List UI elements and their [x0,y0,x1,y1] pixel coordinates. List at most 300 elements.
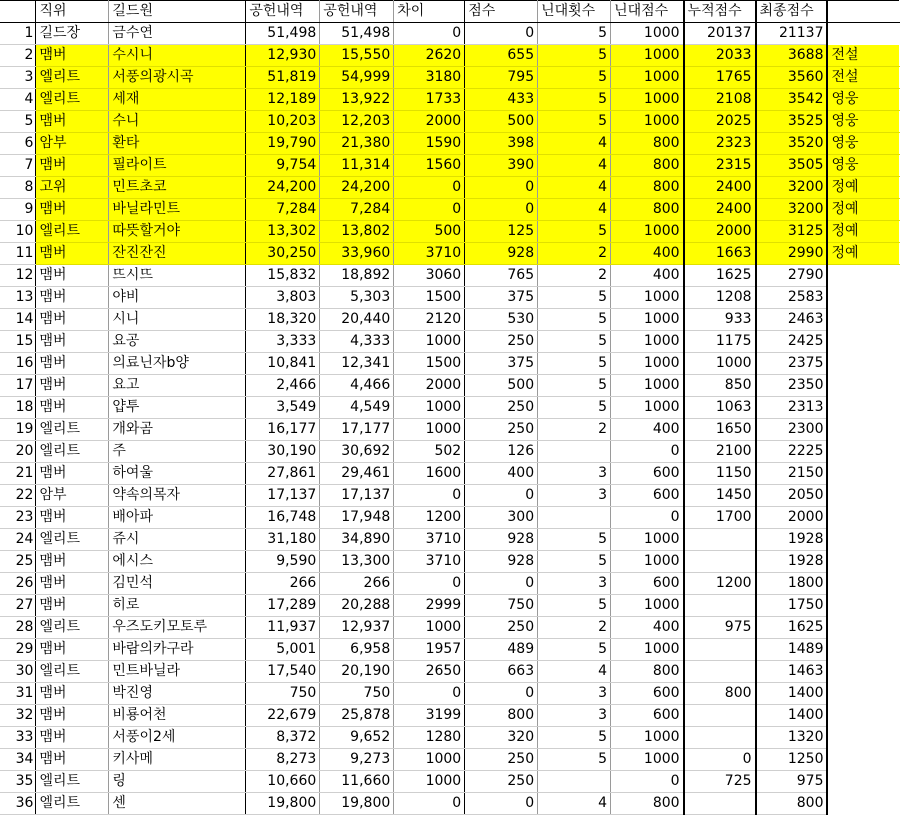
cell-raid-count[interactable]: 5 [538,639,611,661]
cell-contribution-2[interactable]: 25,878 [320,705,394,727]
cell-raid-count[interactable]: 2 [538,243,611,265]
cell-score[interactable]: 928 [465,243,538,265]
cell-raid-count[interactable]: 5 [538,67,611,89]
cell-raid-score[interactable]: 1000 [611,221,684,243]
row-number-header[interactable] [0,1,36,23]
cell-final-score[interactable]: 975 [756,771,828,793]
cell-final-score[interactable]: 1928 [756,551,828,573]
cell-raid-score[interactable]: 1000 [611,331,684,353]
cell-contribution-1[interactable]: 3,333 [246,331,320,353]
cell-contribution-1[interactable]: 15,832 [246,265,320,287]
cell-raid-count[interactable]: 2 [538,617,611,639]
cell-raid-count[interactable]: 4 [538,177,611,199]
cell-member-name[interactable]: 시니 [109,309,246,331]
cell-grade[interactable] [827,639,899,661]
cell-accumulated-score[interactable]: 725 [684,771,756,793]
cell-raid-score[interactable]: 1000 [611,529,684,551]
cell-accumulated-score[interactable]: 800 [684,683,756,705]
cell-position[interactable]: 맴버 [36,551,109,573]
cell-accumulated-score[interactable] [684,705,756,727]
cell-contribution-2[interactable]: 17,177 [320,419,394,441]
cell-difference[interactable]: 3710 [394,243,465,265]
cell-contribution-1[interactable]: 19,790 [246,133,320,155]
row-number[interactable]: 14 [0,309,36,331]
cell-contribution-1[interactable]: 10,841 [246,353,320,375]
cell-contribution-1[interactable]: 8,372 [246,727,320,749]
cell-contribution-1[interactable]: 9,754 [246,155,320,177]
cell-raid-count[interactable] [538,771,611,793]
cell-grade[interactable] [827,375,899,397]
cell-final-score[interactable]: 1750 [756,595,828,617]
cell-raid-score[interactable]: 0 [611,507,684,529]
cell-position[interactable]: 맴버 [36,111,109,133]
cell-grade[interactable] [827,749,899,771]
row-number[interactable]: 11 [0,243,36,265]
cell-member-name[interactable]: 민트초코 [109,177,246,199]
cell-score[interactable]: 375 [465,353,538,375]
cell-accumulated-score[interactable] [684,529,756,551]
cell-raid-score[interactable]: 1000 [611,375,684,397]
cell-difference[interactable]: 3060 [394,265,465,287]
cell-contribution-2[interactable]: 750 [320,683,394,705]
cell-raid-count[interactable]: 5 [538,375,611,397]
row-number[interactable]: 29 [0,639,36,661]
cell-grade[interactable] [827,551,899,573]
cell-position[interactable]: 엘리트 [36,529,109,551]
cell-difference[interactable]: 0 [394,177,465,199]
cell-grade[interactable] [827,683,899,705]
cell-accumulated-score[interactable]: 1650 [684,419,756,441]
cell-member-name[interactable]: 수시니 [109,45,246,67]
cell-difference[interactable]: 1590 [394,133,465,155]
cell-difference[interactable]: 0 [394,485,465,507]
cell-contribution-1[interactable]: 19,800 [246,793,320,815]
cell-position[interactable]: 엘리트 [36,67,109,89]
cell-member-name[interactable]: 금수연 [109,23,246,45]
cell-score[interactable]: 250 [465,617,538,639]
cell-raid-score[interactable]: 0 [611,441,684,463]
cell-raid-count[interactable]: 4 [538,793,611,815]
cell-grade[interactable] [827,573,899,595]
cell-position[interactable]: 맴버 [36,463,109,485]
cell-difference[interactable]: 1000 [394,771,465,793]
cell-raid-score[interactable]: 1000 [611,67,684,89]
cell-position[interactable]: 맴버 [36,45,109,67]
cell-score[interactable]: 390 [465,155,538,177]
cell-grade[interactable] [827,617,899,639]
cell-accumulated-score[interactable] [684,793,756,815]
cell-contribution-1[interactable]: 3,549 [246,397,320,419]
cell-final-score[interactable]: 3688 [756,45,828,67]
cell-member-name[interactable]: 서풍이2세 [109,727,246,749]
cell-score[interactable]: 530 [465,309,538,331]
cell-position[interactable]: 엘리트 [36,89,109,111]
cell-difference[interactable]: 2000 [394,375,465,397]
cell-raid-count[interactable]: 4 [538,133,611,155]
cell-score[interactable]: 765 [465,265,538,287]
cell-contribution-1[interactable]: 16,177 [246,419,320,441]
cell-contribution-2[interactable]: 29,461 [320,463,394,485]
cell-difference[interactable]: 1500 [394,353,465,375]
cell-score[interactable]: 125 [465,221,538,243]
cell-contribution-1[interactable]: 10,203 [246,111,320,133]
cell-score[interactable]: 0 [465,793,538,815]
cell-position[interactable]: 맴버 [36,155,109,177]
cell-grade[interactable] [827,331,899,353]
cell-member-name[interactable]: 요고 [109,375,246,397]
cell-contribution-2[interactable]: 15,550 [320,45,394,67]
row-number[interactable]: 24 [0,529,36,551]
cell-final-score[interactable]: 1400 [756,683,828,705]
cell-contribution-2[interactable]: 5,303 [320,287,394,309]
cell-accumulated-score[interactable]: 2400 [684,177,756,199]
cell-difference[interactable]: 500 [394,221,465,243]
cell-raid-count[interactable]: 5 [538,287,611,309]
cell-contribution-2[interactable]: 4,333 [320,331,394,353]
cell-contribution-2[interactable]: 20,190 [320,661,394,683]
cell-grade[interactable]: 전설 [827,45,899,67]
cell-member-name[interactable]: 야비 [109,287,246,309]
header-final-score[interactable]: 최종점수 [756,1,828,23]
cell-final-score[interactable]: 2375 [756,353,828,375]
cell-position[interactable]: 맴버 [36,749,109,771]
cell-raid-count[interactable]: 5 [538,749,611,771]
cell-raid-count[interactable]: 5 [538,529,611,551]
row-number[interactable]: 34 [0,749,36,771]
cell-member-name[interactable]: 약속의목자 [109,485,246,507]
cell-raid-count[interactable]: 5 [538,89,611,111]
cell-raid-count[interactable]: 4 [538,199,611,221]
cell-raid-score[interactable]: 600 [611,683,684,705]
cell-contribution-1[interactable]: 27,861 [246,463,320,485]
cell-position[interactable]: 엘리트 [36,661,109,683]
cell-contribution-2[interactable]: 7,284 [320,199,394,221]
cell-contribution-1[interactable]: 18,320 [246,309,320,331]
cell-raid-count[interactable]: 3 [538,705,611,727]
row-number[interactable]: 35 [0,771,36,793]
cell-contribution-2[interactable]: 24,200 [320,177,394,199]
cell-grade[interactable]: 영웅 [827,111,899,133]
cell-raid-score[interactable]: 1000 [611,287,684,309]
cell-contribution-1[interactable]: 750 [246,683,320,705]
cell-score[interactable]: 795 [465,67,538,89]
row-number[interactable]: 15 [0,331,36,353]
cell-raid-score[interactable]: 1000 [611,749,684,771]
cell-difference[interactable]: 1560 [394,155,465,177]
cell-score[interactable]: 489 [465,639,538,661]
cell-raid-score[interactable]: 400 [611,243,684,265]
cell-raid-count[interactable]: 5 [538,111,611,133]
cell-raid-score[interactable]: 600 [611,573,684,595]
cell-contribution-1[interactable]: 11,937 [246,617,320,639]
cell-grade[interactable] [827,419,899,441]
cell-position[interactable]: 맴버 [36,375,109,397]
cell-grade[interactable]: 정예 [827,221,899,243]
cell-position[interactable]: 암부 [36,485,109,507]
row-number[interactable]: 20 [0,441,36,463]
cell-grade[interactable] [827,463,899,485]
cell-contribution-2[interactable]: 12,341 [320,353,394,375]
cell-member-name[interactable]: 히로 [109,595,246,617]
cell-contribution-1[interactable]: 30,250 [246,243,320,265]
row-number[interactable]: 8 [0,177,36,199]
cell-accumulated-score[interactable]: 2323 [684,133,756,155]
cell-accumulated-score[interactable]: 933 [684,309,756,331]
cell-position[interactable]: 암부 [36,133,109,155]
cell-final-score[interactable]: 1800 [756,573,828,595]
cell-contribution-2[interactable]: 12,203 [320,111,394,133]
cell-score[interactable]: 250 [465,419,538,441]
cell-contribution-2[interactable]: 34,890 [320,529,394,551]
cell-final-score[interactable]: 1250 [756,749,828,771]
cell-final-score[interactable]: 3125 [756,221,828,243]
cell-member-name[interactable]: 박진영 [109,683,246,705]
cell-contribution-2[interactable]: 4,466 [320,375,394,397]
cell-raid-count[interactable]: 5 [538,551,611,573]
cell-raid-score[interactable]: 1000 [611,551,684,573]
cell-accumulated-score[interactable]: 1000 [684,353,756,375]
cell-contribution-2[interactable]: 51,498 [320,23,394,45]
row-number[interactable]: 13 [0,287,36,309]
cell-final-score[interactable]: 3520 [756,133,828,155]
cell-contribution-1[interactable]: 17,540 [246,661,320,683]
cell-raid-count[interactable]: 4 [538,661,611,683]
cell-contribution-1[interactable]: 24,200 [246,177,320,199]
cell-contribution-1[interactable]: 17,289 [246,595,320,617]
cell-contribution-2[interactable]: 266 [320,573,394,595]
cell-raid-score[interactable]: 0 [611,771,684,793]
cell-member-name[interactable]: 민트바닐라 [109,661,246,683]
header-accumulated-score[interactable]: 누적점수 [684,1,756,23]
cell-score[interactable]: 250 [465,771,538,793]
cell-contribution-1[interactable]: 12,930 [246,45,320,67]
header-contribution-2[interactable]: 공헌내역 [320,1,394,23]
cell-raid-score[interactable]: 1000 [611,111,684,133]
cell-contribution-1[interactable]: 12,189 [246,89,320,111]
cell-score[interactable]: 320 [465,727,538,749]
cell-raid-count[interactable]: 5 [538,221,611,243]
cell-difference[interactable]: 2120 [394,309,465,331]
cell-contribution-1[interactable]: 266 [246,573,320,595]
cell-grade[interactable]: 정예 [827,177,899,199]
cell-contribution-2[interactable]: 33,960 [320,243,394,265]
cell-raid-score[interactable]: 600 [611,463,684,485]
cell-grade[interactable]: 정예 [827,199,899,221]
cell-position[interactable]: 맴버 [36,199,109,221]
cell-grade[interactable] [827,397,899,419]
cell-position[interactable]: 엘리트 [36,793,109,815]
cell-final-score[interactable]: 21137 [756,23,828,45]
cell-raid-score[interactable]: 600 [611,485,684,507]
header-contribution-1[interactable]: 공헌내역 [246,1,320,23]
cell-score[interactable]: 400 [465,463,538,485]
cell-accumulated-score[interactable]: 1663 [684,243,756,265]
cell-final-score[interactable]: 3560 [756,67,828,89]
cell-contribution-1[interactable]: 31,180 [246,529,320,551]
cell-contribution-1[interactable]: 7,284 [246,199,320,221]
cell-final-score[interactable]: 2225 [756,441,828,463]
cell-final-score[interactable]: 3542 [756,89,828,111]
row-number[interactable]: 4 [0,89,36,111]
cell-final-score[interactable]: 3525 [756,111,828,133]
cell-raid-count[interactable]: 2 [538,419,611,441]
cell-grade[interactable] [827,771,899,793]
row-number[interactable]: 7 [0,155,36,177]
cell-contribution-1[interactable]: 30,190 [246,441,320,463]
cell-member-name[interactable]: 세재 [109,89,246,111]
cell-final-score[interactable]: 3200 [756,177,828,199]
cell-position[interactable]: 맴버 [36,683,109,705]
cell-difference[interactable]: 502 [394,441,465,463]
cell-score[interactable]: 300 [465,507,538,529]
cell-contribution-2[interactable]: 6,958 [320,639,394,661]
cell-position[interactable]: 맴버 [36,397,109,419]
cell-raid-count[interactable]: 4 [538,155,611,177]
cell-position[interactable]: 맴버 [36,287,109,309]
cell-contribution-1[interactable]: 17,137 [246,485,320,507]
cell-raid-score[interactable]: 800 [611,133,684,155]
cell-contribution-2[interactable]: 19,800 [320,793,394,815]
cell-accumulated-score[interactable]: 1765 [684,67,756,89]
cell-position[interactable]: 맴버 [36,265,109,287]
cell-member-name[interactable]: 쥬시 [109,529,246,551]
cell-raid-count[interactable]: 2 [538,265,611,287]
cell-accumulated-score[interactable]: 850 [684,375,756,397]
cell-grade[interactable]: 영웅 [827,133,899,155]
cell-raid-count[interactable]: 3 [538,683,611,705]
row-number[interactable]: 36 [0,793,36,815]
cell-final-score[interactable]: 2150 [756,463,828,485]
cell-difference[interactable]: 1000 [394,617,465,639]
cell-grade[interactable]: 영웅 [827,155,899,177]
cell-contribution-2[interactable]: 13,802 [320,221,394,243]
cell-difference[interactable]: 0 [394,573,465,595]
cell-final-score[interactable]: 1489 [756,639,828,661]
cell-member-name[interactable]: 따뜻할거야 [109,221,246,243]
cell-final-score[interactable]: 2350 [756,375,828,397]
cell-member-name[interactable]: 의료닌자b양 [109,353,246,375]
cell-position[interactable]: 길드장 [36,23,109,45]
cell-contribution-2[interactable]: 9,652 [320,727,394,749]
row-number[interactable]: 5 [0,111,36,133]
cell-raid-score[interactable]: 400 [611,419,684,441]
cell-member-name[interactable]: 링 [109,771,246,793]
cell-accumulated-score[interactable] [684,551,756,573]
cell-position[interactable]: 엘리트 [36,441,109,463]
row-number[interactable]: 32 [0,705,36,727]
cell-difference[interactable]: 3180 [394,67,465,89]
cell-raid-score[interactable]: 1000 [611,639,684,661]
cell-member-name[interactable]: 키사메 [109,749,246,771]
cell-contribution-2[interactable]: 13,300 [320,551,394,573]
cell-difference[interactable]: 1000 [394,749,465,771]
cell-position[interactable]: 엘리트 [36,771,109,793]
cell-raid-score[interactable]: 400 [611,617,684,639]
cell-member-name[interactable]: 필라이트 [109,155,246,177]
cell-member-name[interactable]: 김민석 [109,573,246,595]
row-number[interactable]: 9 [0,199,36,221]
cell-difference[interactable]: 1280 [394,727,465,749]
cell-contribution-2[interactable]: 20,288 [320,595,394,617]
cell-raid-count[interactable]: 3 [538,573,611,595]
cell-member-name[interactable]: 서풍의광시곡 [109,67,246,89]
cell-raid-score[interactable]: 600 [611,705,684,727]
cell-contribution-2[interactable]: 9,273 [320,749,394,771]
cell-member-name[interactable]: 바닐라민트 [109,199,246,221]
cell-grade[interactable] [827,287,899,309]
cell-raid-count[interactable]: 5 [538,331,611,353]
cell-accumulated-score[interactable]: 2033 [684,45,756,67]
cell-final-score[interactable]: 2463 [756,309,828,331]
cell-raid-score[interactable]: 800 [611,199,684,221]
cell-score[interactable]: 0 [465,177,538,199]
cell-accumulated-score[interactable]: 2025 [684,111,756,133]
cell-raid-score[interactable]: 1000 [611,595,684,617]
cell-position[interactable]: 맴버 [36,507,109,529]
cell-position[interactable]: 맴버 [36,595,109,617]
row-number[interactable]: 3 [0,67,36,89]
cell-member-name[interactable]: 배아파 [109,507,246,529]
cell-member-name[interactable]: 에시스 [109,551,246,573]
cell-raid-count[interactable]: 3 [538,463,611,485]
cell-final-score[interactable]: 1400 [756,705,828,727]
cell-score[interactable]: 398 [465,133,538,155]
cell-member-name[interactable]: 비룡어천 [109,705,246,727]
cell-member-name[interactable]: 개와곰 [109,419,246,441]
cell-score[interactable]: 655 [465,45,538,67]
cell-score[interactable]: 0 [465,23,538,45]
cell-grade[interactable] [827,793,899,815]
cell-final-score[interactable]: 2050 [756,485,828,507]
row-number[interactable]: 28 [0,617,36,639]
header-raid-score[interactable]: 닌대점수 [611,1,684,23]
cell-contribution-1[interactable]: 3,803 [246,287,320,309]
cell-accumulated-score[interactable]: 2400 [684,199,756,221]
cell-score[interactable]: 928 [465,529,538,551]
cell-member-name[interactable]: 요공 [109,331,246,353]
cell-grade[interactable] [827,353,899,375]
cell-accumulated-score[interactable]: 2315 [684,155,756,177]
cell-accumulated-score[interactable]: 20137 [684,23,756,45]
cell-accumulated-score[interactable]: 1450 [684,485,756,507]
row-number[interactable]: 25 [0,551,36,573]
cell-raid-score[interactable]: 1000 [611,353,684,375]
cell-accumulated-score[interactable]: 1200 [684,573,756,595]
cell-raid-score[interactable]: 800 [611,793,684,815]
cell-grade[interactable]: 전설 [827,67,899,89]
cell-raid-count[interactable]: 5 [538,23,611,45]
cell-contribution-2[interactable]: 30,692 [320,441,394,463]
header-position[interactable]: 직위 [36,1,109,23]
cell-difference[interactable]: 3710 [394,551,465,573]
cell-score[interactable]: 0 [465,683,538,705]
cell-contribution-2[interactable]: 21,380 [320,133,394,155]
cell-contribution-2[interactable]: 13,922 [320,89,394,111]
cell-final-score[interactable]: 1928 [756,529,828,551]
row-number[interactable]: 10 [0,221,36,243]
cell-final-score[interactable]: 3200 [756,199,828,221]
cell-contribution-1[interactable]: 51,819 [246,67,320,89]
cell-member-name[interactable]: 환타 [109,133,246,155]
header-grade-blank[interactable] [827,1,899,23]
row-number[interactable]: 1 [0,23,36,45]
cell-final-score[interactable]: 2583 [756,287,828,309]
cell-member-name[interactable]: 수니 [109,111,246,133]
cell-member-name[interactable]: 우즈도키모토루 [109,617,246,639]
cell-position[interactable]: 맴버 [36,309,109,331]
cell-position[interactable]: 엘리트 [36,617,109,639]
cell-contribution-2[interactable]: 11,314 [320,155,394,177]
